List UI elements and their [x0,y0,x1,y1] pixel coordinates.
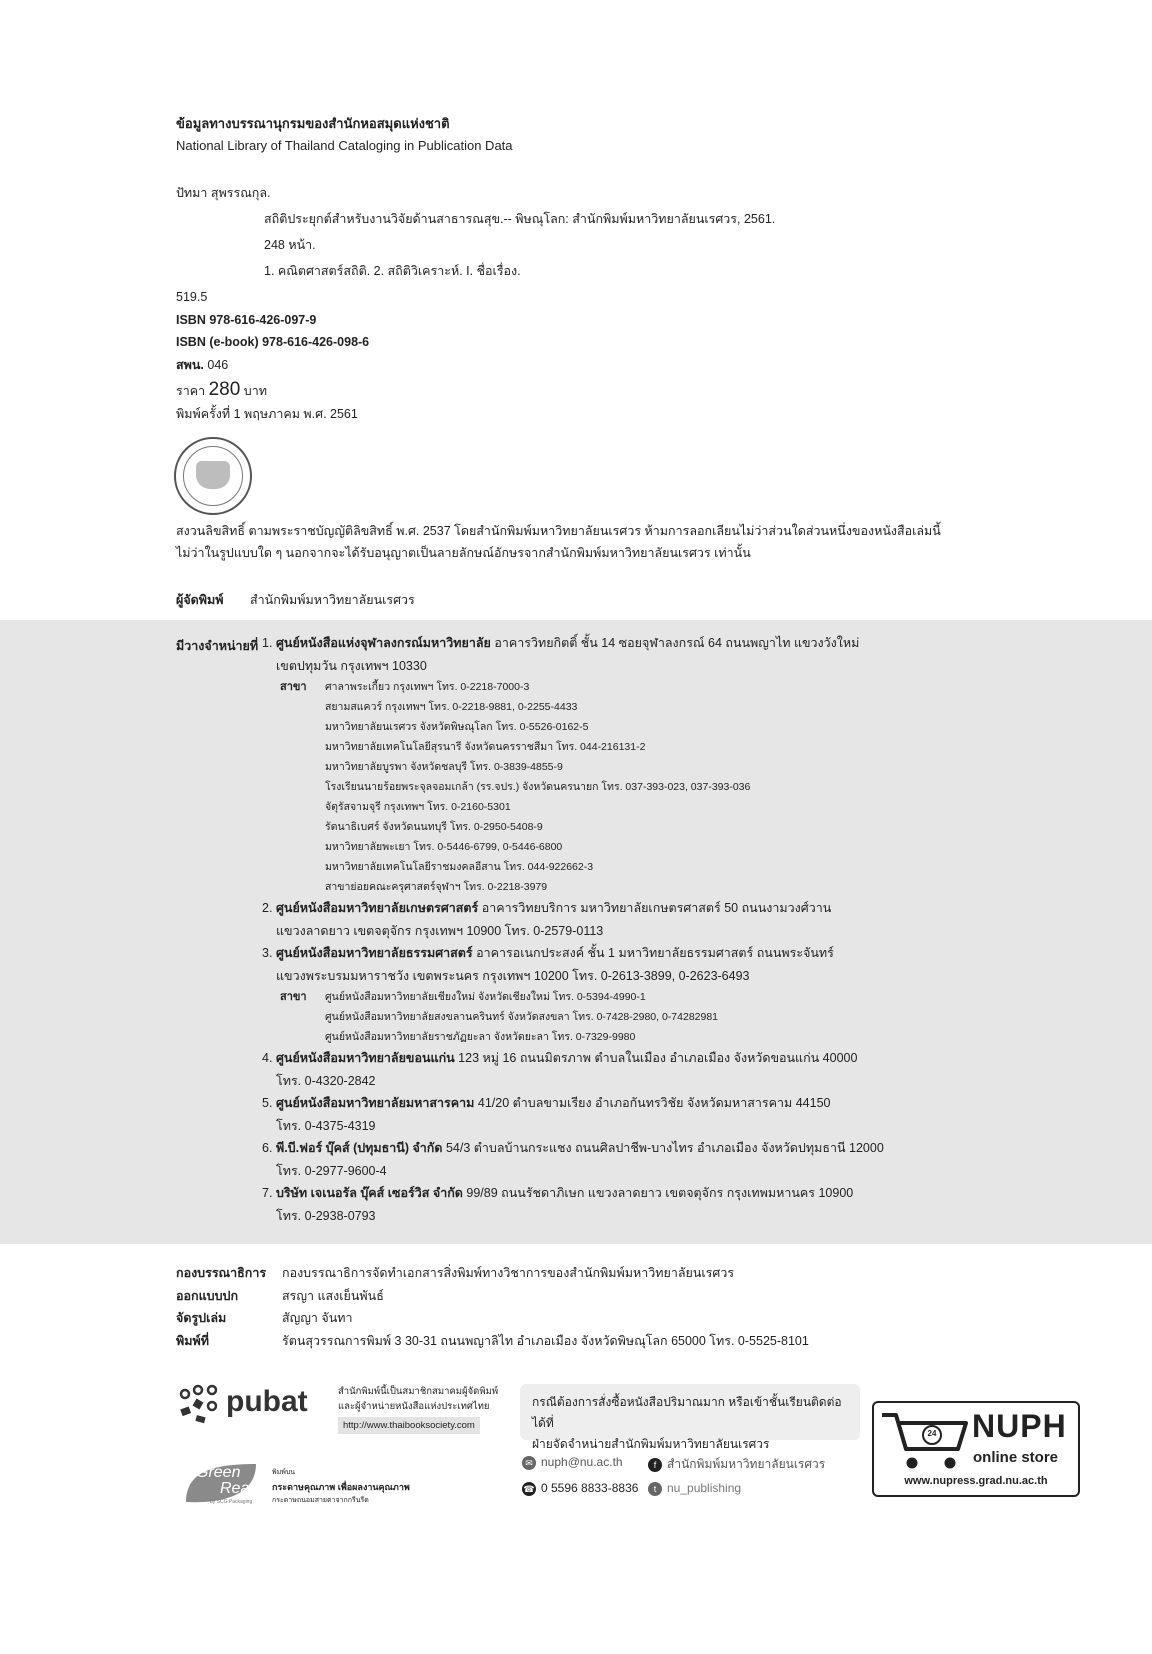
university-press-seal-icon [174,437,252,515]
distribution-item-line2: แขวงพระบรมมหาราชวัง เขตพระนคร กรุงเทพฯ 10200 โทร. 0-2613-3899, 0-2623-6493 [276,968,750,983]
pubat-line-2: และผู้จำหน่ายหนังสือแห่งประเทศไทย [338,1401,490,1412]
branch-item: มหาวิทยาลัยเทคโนโลยีสุรนารี จังหวัดนครราชสีมา โทร. 044-216131-2 [325,741,646,753]
distribution-item-number: 1. [262,636,273,650]
spn-label: สพน. [176,357,204,372]
distribution-item [262,1137,1142,1182]
store-24h-badge: 24 [927,1429,937,1438]
branch-item: มหาวิทยาลัยนเรศวร จังหวัดพิษณุโลก โทร. 0-5526-0162-5 [325,721,589,733]
twitter-icon: t [648,1482,662,1496]
branch-item: จัตุรัสจามจุรี กรุงเทพฯ โทร. 0-2160-5301 [325,801,511,813]
cover-design-label: ออกแบบปก [176,1288,239,1303]
notice-line-2: ฝ่ายจัดจำหน่ายสำนักพิมพ์มหาวิทยาลัยนเรศวร [532,1437,770,1451]
cip-header-thai: ข้อมูลทางบรรณานุกรมของสำนักหอสมุดแห่งชาติ [176,116,450,131]
phone-icon: ☎ [523,1483,535,1494]
twitter-text: nu_publishing [667,1481,742,1495]
branch-item: โรงเรียนนายร้อยพระจุลจอมเกล้า (รร.จปร.) จังหวัดนครนายก โทร. 037-393-023, 037-393-036 [325,781,751,793]
green-read-line-3: กระดาษถนอมสายตาจากกรีนรีด [272,1497,369,1504]
distribution-item-line [262,942,1142,965]
copyright-notice [176,520,1096,564]
distribution-item-number: 3. [262,946,273,960]
staff-credits [176,1262,809,1352]
price-value: 280 [208,379,241,400]
distribution-item [262,897,1142,942]
cip-title: สถิติประยุกต์สำหรับงานวิจัยด้านสาธารณสุข.-- พิษณุโลก: สำนักพิมพ์มหาวิทยาลัยนเรศวร, 2561. [264,212,776,226]
book-metadata [176,286,369,425]
distribution-item-number: 5. [262,1096,273,1110]
branch-item: รัตนาธิเบศร์ จังหวัดนนทบุรี โทร. 0-2950-5408-9 [325,821,543,833]
distribution-item-name: พี.บี.ฟอร์ บุ๊คส์ (ปทุมธานี) จำกัด [276,1141,443,1155]
publisher-line [176,590,415,610]
distribution-item [262,632,1142,897]
isbn: ISBN 978-616-426-097-9 [176,312,317,327]
email-text: nuph@nu.ac.th [541,1455,623,1469]
green-read-logo-top: Green [196,1464,241,1481]
class-number: 519.5 [176,290,208,304]
distribution-item [262,1182,1142,1227]
cip-author: ปัทมา สุพรรณกุล. [176,186,271,200]
branch-list [280,677,1142,897]
branch-item: มหาวิทยาลัยพะเยา โทร. 0-5446-6799, 0-5446-6800 [325,841,563,853]
copyright-line-1: สงวนลิขสิทธิ์ ตามพระราชบัญญัติลิขสิทธิ์ พ.ศ. 2537 โดยสำนักพิมพ์มหาวิทยาลัยนเรศวร ห้ามการลอกเลียนไม่ว่าส่วนใดส่วนหนึ่งของหนังสือเล่มนี้ [176,524,941,538]
green-read-line-2: กระดาษคุณภาพ เพื่อผลงานคุณภาพ [272,1482,410,1492]
distribution-item [262,1092,1142,1137]
store-url: www.nupress.grad.nu.ac.th [904,1475,1048,1487]
edition: พิมพ์ครั้งที่ 1 พฤษภาคม พ.ศ. 2561 [176,406,358,421]
store-subtitle: online store [973,1449,1059,1466]
branch-item: ศูนย์หนังสือมหาวิทยาลัยราชภัฏยะลา จังหวัดยะลา โทร. 0-7329-9980 [325,1031,636,1043]
distribution-item-line2: โทร. 0-4320-2842 [276,1073,376,1088]
distribution-item-address: 123 หมู่ 16 ถนนมิตรภาพ ตำบลในเมือง อำเภอเมือง จังหวัดขอนแก่น 40000 [454,1051,858,1065]
distribution-item-address: อาคารวิทยบริการ มหาวิทยาลัยเกษตรศาสตร์ 50 ถนนงามวงศ์วาน [478,901,832,915]
distribution-item-address: อาคารอเนกประสงค์ ชั้น 1 มหาวิทยาลัยธรรมศาสตร์ ถนนพระจันทร์ [472,946,834,960]
branch-item: สยามสแควร์ กรุงเทพฯ โทร. 0-2218-9881, 0-2255-4433 [325,701,578,713]
publisher-label: ผู้จัดพิมพ์ [176,593,224,607]
price-suffix: บาท [243,384,267,398]
pubat-url-link[interactable]: http://www.thaibooksociety.com [338,1417,480,1434]
publisher-value: สำนักพิมพ์มหาวิทยาลัยนเรศวร [250,593,415,607]
distribution-item-number: 7. [262,1186,273,1200]
cip-header-english: National Library of Thailand Cataloging in Publication Data [176,138,513,153]
nuph-online-store-badge[interactable] [872,1401,1080,1497]
cip-subjects: 1. คณิตศาสตร์สถิติ. 2. สถิติวิเคราะห์. I. ชื่อเรื่อง. [264,264,521,278]
green-read-logo-bottom: Read [220,1480,259,1497]
facebook-icon: f [648,1458,662,1472]
notice-line-1: กรณีต้องการสั่งซื้อหนังสือปริมาณมาก หรือเข้าชั้นเรียนติดต่อได้ที่ [532,1395,842,1430]
mail-icon: ✉ [522,1456,536,1470]
layout-label: จัดรูปเล่ม [176,1311,227,1325]
branch-item: มหาวิทยาลัยเทคโนโลยีราชมงคลอีสาน โทร. 044-922662-3 [325,861,594,873]
distribution-item-address: 41/20 ตำบลขามเรียง อำเภอกันทรวิชัย จังหวัดมหาสารคาม 44150 [474,1096,831,1110]
distribution-item-name: ศูนย์หนังสือแห่งจุฬาลงกรณ์มหาวิทยาลัย [276,636,491,650]
pubat-line-1: สำนักพิมพ์นี้เป็นสมาชิกสมาคมผู้จัดพิมพ์ [338,1386,499,1397]
distribution-item-name: ศูนย์หนังสือมหาวิทยาลัยมหาสารคาม [276,1096,475,1110]
distribution-item [262,942,1142,1047]
distribution-item-name: ศูนย์หนังสือมหาวิทยาลัยเกษตรศาสตร์ [276,901,479,915]
distribution-item-line2: โทร. 0-2977-9600-4 [276,1163,387,1178]
pubat-membership [338,1384,498,1434]
distribution-label: มีวางจำหน่ายที่ [176,639,259,653]
isbn-ebook: ISBN (e-book) 978-616-426-098-6 [176,335,370,349]
email-contact[interactable] [522,1455,623,1470]
distribution-item-line2: แขวงลาดยาว เขตจตุจักร กรุงเทพฯ 10900 โทร. 0-2579-0113 [276,923,604,938]
spn-line [176,354,369,377]
copyright-line-2: ไม่ว่าในรูปแบบใด ๆ นอกจากจะได้รับอนุญาตเป็นลายลักษณ์อักษรจากสำนักพิมพ์มหาวิทยาลัยนเรศวร เท่านั้น [176,546,751,560]
layout-value: สัญญา จันทา [282,1311,353,1325]
distribution-item-name: ศูนย์หนังสือมหาวิทยาลัยธรรมศาสตร์ [276,946,473,960]
spn-value: 046 [207,357,229,372]
branch-item: ศูนย์หนังสือมหาวิทยาลัยสงขลานครินทร์ จังหวัดสงขลา โทร. 0-7428-2980, 0-74282981 [325,1011,719,1023]
distribution-item-number: 2. [262,901,273,915]
bulk-order-notice [520,1384,860,1451]
branch-item: มหาวิทยาลัยบูรพา จังหวัดชลบุรี โทร. 0-3839-4855-9 [325,761,563,773]
green-read-line-1: พิมพ์บน [272,1469,296,1476]
facebook-contact[interactable] [648,1455,825,1474]
cip-pages: 248 หน้า. [264,238,316,252]
distribution-item-line2: เขตปทุมวัน กรุงเทพฯ 10330 [276,658,427,673]
distribution-item-line2: โทร. 0-4375-4319 [276,1118,376,1133]
cip-block [176,180,775,284]
distribution-item-address: 99/89 ถนนรัชดาภิเษก แขวงลาดยาว เขตจตุจักร กรุงเทพมหานคร 10900 [462,1186,854,1200]
shopping-cart-icon [878,1405,974,1477]
green-read-logo-small: by SCG Packaging [210,1499,253,1505]
pubat-logo-text: pubat [226,1385,308,1418]
branch-label: สาขา [280,991,307,1003]
printer-label: พิมพ์ที่ [176,1333,209,1348]
branch-item: สาขาย่อยคณะครุศาสตร์จุฬาฯ โทร. 0-2218-3979 [325,881,548,893]
distribution-item-address: อาคารวิทยกิตติ์ ชั้น 14 ซอยจุฬาลงกรณ์ 64 ถนนพญาไท แขวงวังใหม่ [490,636,860,650]
distribution-item-name: ศูนย์หนังสือมหาวิทยาลัยขอนแก่น [276,1051,455,1065]
green-read-text [272,1466,410,1508]
twitter-contact[interactable] [648,1481,741,1496]
store-brand: NUPH [972,1408,1067,1444]
distribution-item-address: 54/3 ตำบลบ้านกระแชง ถนนศิลปาชีพ-บางไทร อำเภอเมือง จังหวัดปทุมธานี 12000 [442,1141,884,1155]
branch-list [280,987,1142,1047]
distribution-item-line [262,1047,1142,1070]
cover-design-value: สรญา แสงเย็นพันธ์ [282,1288,384,1303]
editorial-value: กองบรรณาธิการจัดทำเอกสารสิ่งพิมพ์ทางวิชาการของสำนักพิมพ์มหาวิทยาลัยนเรศวร [282,1266,735,1280]
phone-text: 0 5596 8833-8836 [541,1481,639,1495]
distribution-item-line [262,1182,1142,1205]
branch-label: สาขา [280,681,307,693]
facebook-text: สำนักพิมพ์มหาวิทยาลัยนเรศวร [667,1457,826,1471]
distribution-item-line [262,1092,1142,1115]
distribution-item-line [262,897,1142,920]
distribution-item-number: 4. [262,1051,273,1065]
branch-item: ศูนย์หนังสือมหาวิทยาลัยเชียงใหม่ จังหวัดเชียงใหม่ โทร. 0-5394-4990-1 [325,991,646,1003]
distribution-item-name: บริษัท เจเนอรัล บุ๊คส์ เซอร์วิส จำกัด [276,1186,463,1200]
distribution-item-number: 6. [262,1141,273,1155]
editorial-label: กองบรรณาธิการ [176,1266,267,1280]
branch-item: ศาลาพระเกี้ยว กรุงเทพฯ โทร. 0-2218-7000-3 [325,681,530,693]
distribution-list [262,632,1142,1227]
distribution-item-line2: โทร. 0-2938-0793 [276,1208,376,1223]
price-prefix: ราคา [176,384,206,398]
distribution-item-line [262,1137,1142,1160]
price-line [176,379,369,403]
phone-contact[interactable] [522,1481,638,1496]
distribution-item-line [262,632,1142,655]
printer-value: รัตนสุวรรณการพิมพ์ 3 30-31 ถนนพญาลิไท อำเภอเมือง จังหวัดพิษณุโลก 65000 โทร. 0-5525-8101 [282,1333,809,1348]
distribution-item [262,1047,1142,1092]
